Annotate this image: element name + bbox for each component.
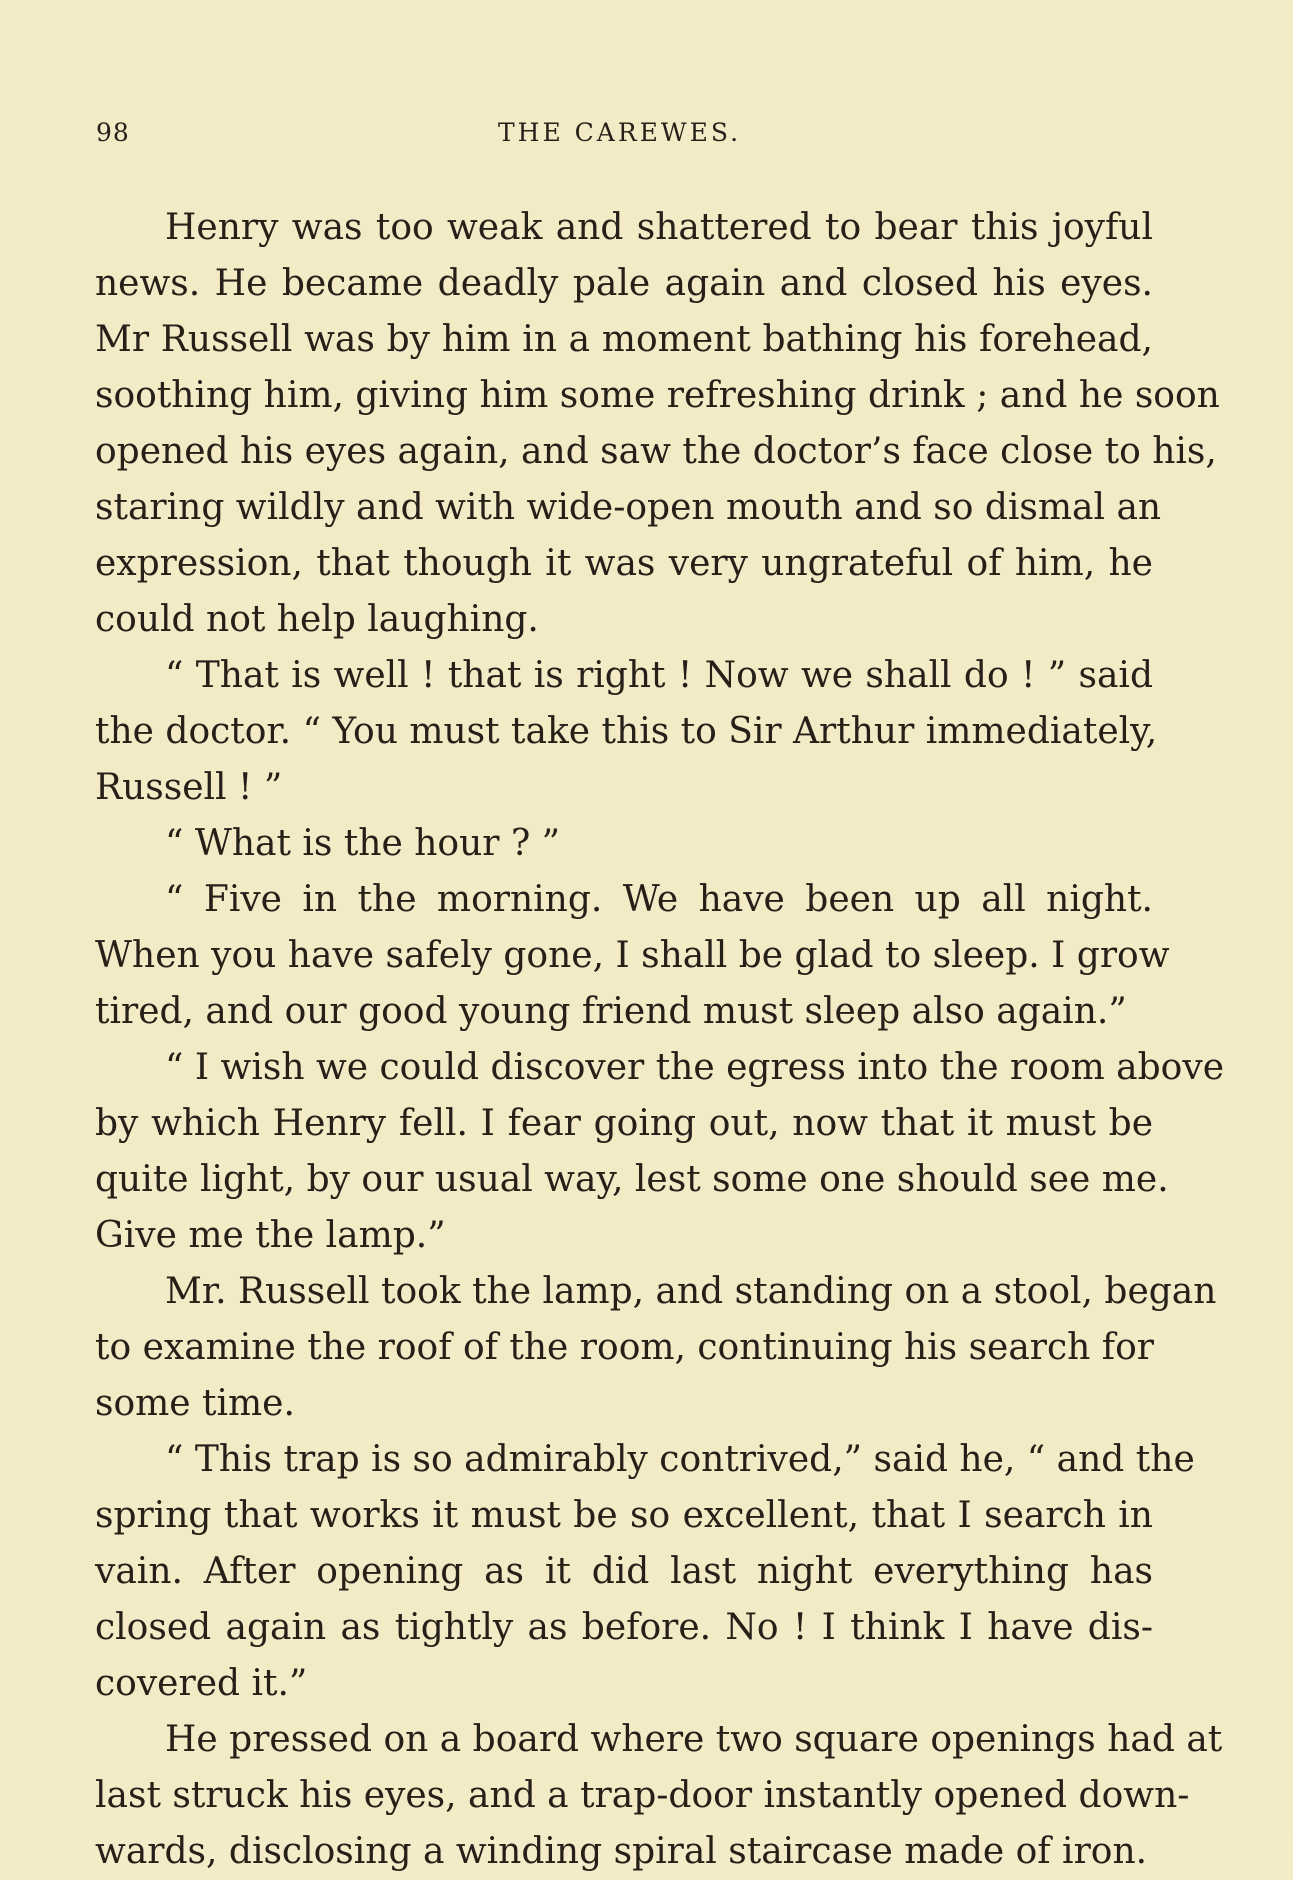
text-line: tired, and our good young friend must sleep also again.” — [95, 991, 1127, 1032]
text-line: wards, disclosing a winding spiral staircase made of iron. — [95, 1831, 1148, 1872]
page-header — [96, 118, 1143, 158]
text-line: closed again as tightly as before. No ! I think I have dis- — [95, 1607, 1153, 1648]
text-line: staring wildly and with wide-open mouth and so dismal an — [95, 487, 1162, 528]
text-line: covered it.” — [95, 1663, 308, 1704]
text-line: last struck his eyes, and a trap-door instantly opened down- — [95, 1775, 1190, 1816]
text-line: When you have safely gone, I shall be glad to sleep. I grow — [95, 935, 1170, 976]
text-line: could not help laughing. — [95, 599, 539, 640]
text-line: to examine the roof of the room, continuing his search for — [95, 1327, 1155, 1368]
text-line: opened his eyes again, and saw the doctor’s face close to his, — [95, 431, 1217, 472]
text-line: Henry was too weak and shattered to bear this joyful — [165, 207, 1153, 248]
text-line: “ Five in the morning. We have been up all night. — [165, 879, 1153, 920]
page-number: 98 — [96, 118, 130, 147]
text-line: “ This trap is so admirably contrived,” said he, “ and the — [165, 1439, 1195, 1480]
text-line: quite light, by our usual way, lest some one should see me. — [95, 1159, 1169, 1200]
text-line: some time. — [95, 1383, 295, 1424]
text-line: soothing him, giving him some refreshing drink ; and he soon — [95, 375, 1220, 416]
text-line: news. He became deadly pale again and closed his eyes. — [95, 263, 1153, 304]
text-line: “ That is well ! that is right ! Now we shall do ! ” said — [165, 655, 1153, 696]
text-line: He pressed on a board where two square openings had at — [165, 1719, 1223, 1760]
text-line: “ What is the hour ? ” — [165, 823, 561, 864]
text-line: Mr. Russell took the lamp, and standing on a stool, began — [165, 1271, 1217, 1312]
text-line: by which Henry fell. I fear going out, now that it must be — [95, 1103, 1153, 1144]
text-line: vain. After opening as it did last night everything has — [95, 1551, 1153, 1592]
text-line: Give me the lamp.” — [95, 1215, 446, 1256]
text-line: Mr Russell was by him in a moment bathing his forehead, — [95, 319, 1153, 360]
text-line: expression, that though it was very ungrateful of him, he — [95, 543, 1153, 584]
text-line: spring that works it must be so excellent, that I search in — [95, 1495, 1153, 1536]
text-line: the doctor. “ You must take this to Sir Arthur immediately, — [95, 711, 1158, 752]
text-line: Russell ! ” — [95, 767, 283, 808]
text-line: “ I wish we could discover the egress into the room above — [165, 1047, 1224, 1088]
body-text — [95, 200, 1224, 1880]
running-title: THE CAREWES. — [497, 118, 742, 147]
